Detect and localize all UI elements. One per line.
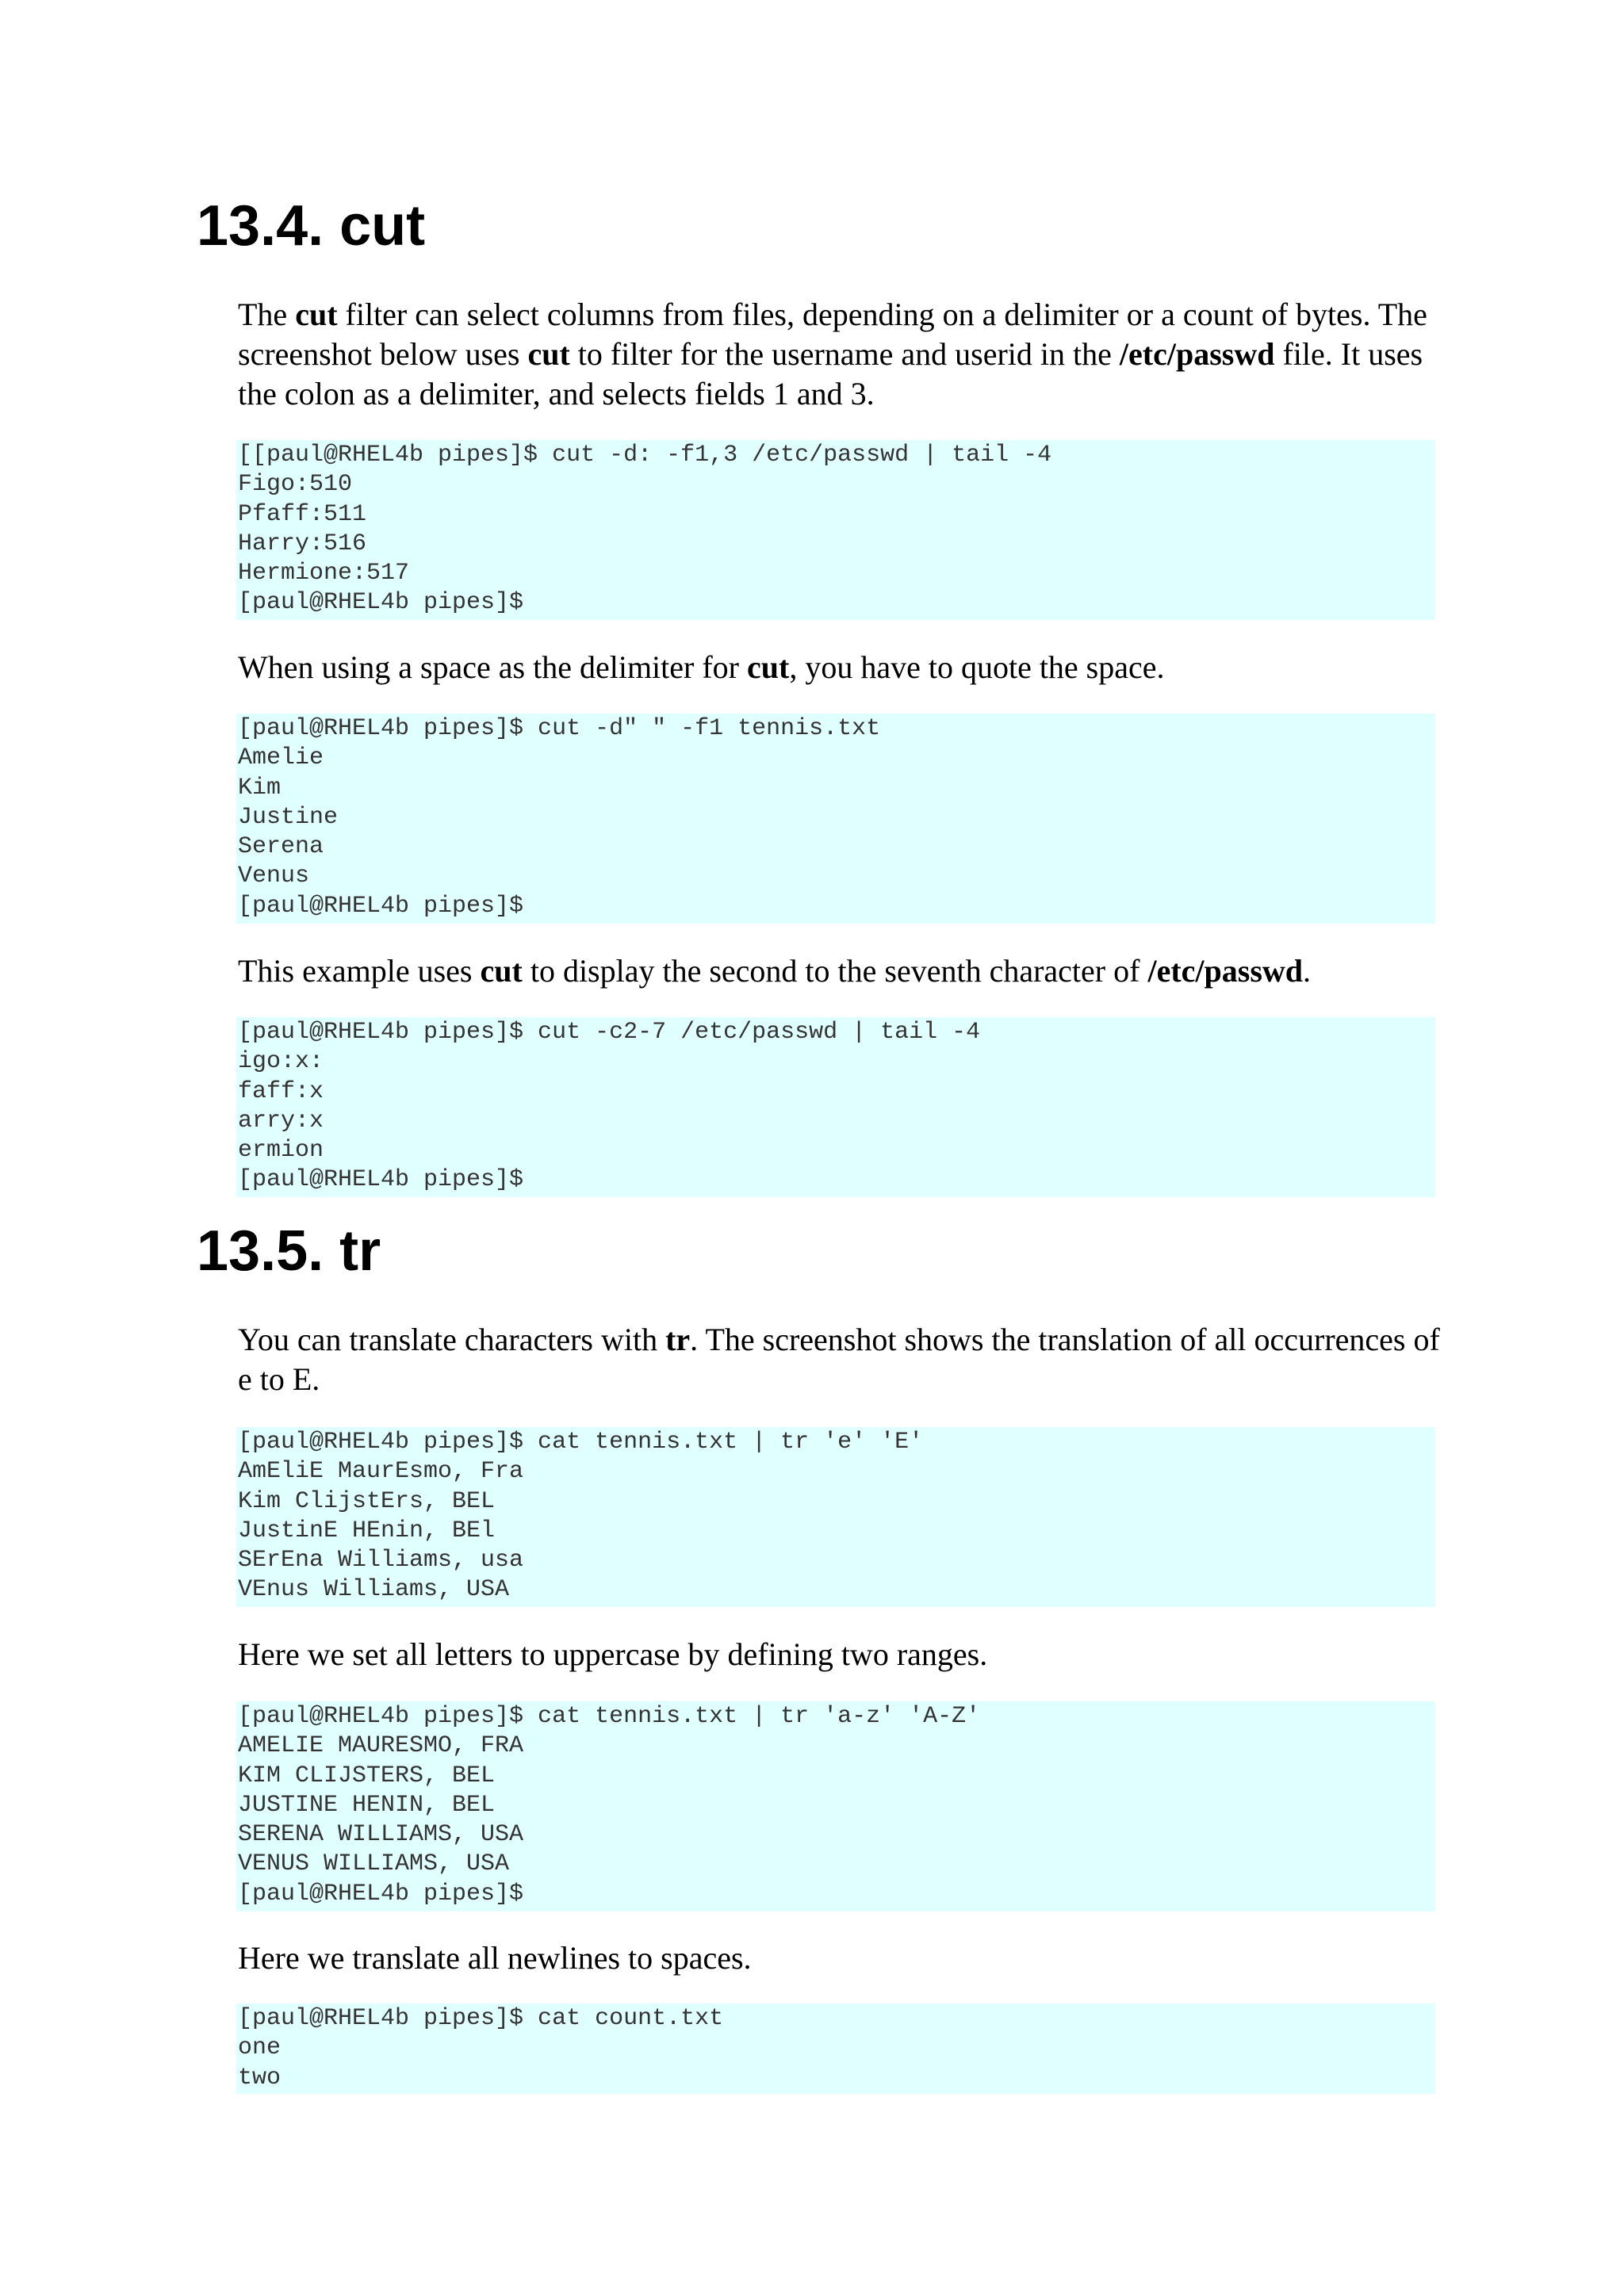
code-line: [paul@RHEL4b pipes]$ cat count.txt bbox=[238, 2005, 724, 2032]
text-run: . bbox=[1303, 953, 1312, 989]
text-run: This example uses bbox=[238, 953, 481, 989]
code-line: Kim bbox=[238, 774, 282, 802]
emphasized-term: tr bbox=[665, 1322, 691, 1357]
text-run: Here we set all letters to uppercase by defining two ranges. bbox=[238, 1636, 988, 1672]
text-run: You can translate characters with bbox=[238, 1322, 666, 1357]
code-block-tr-newlines bbox=[236, 2003, 1435, 2094]
code-line: [paul@RHEL4b pipes]$ cat tennis.txt | tr 'a-z' 'A-Z' bbox=[238, 1703, 981, 1730]
code-line: faff:x bbox=[238, 1077, 324, 1105]
text-run: , you have to quote the space. bbox=[789, 649, 1165, 685]
code-line: Amelie bbox=[238, 744, 324, 772]
cut-characters-paragraph bbox=[238, 951, 1443, 991]
code-line: Hermione:517 bbox=[238, 560, 410, 587]
tr-intro-paragraph bbox=[238, 1320, 1443, 1399]
emphasized-term: /etc/passwd bbox=[1119, 336, 1275, 372]
code-block-tr-upper bbox=[236, 1701, 1435, 1911]
code-line: SERENA WILLIAMS, USA bbox=[238, 1821, 524, 1849]
text-run: When using a space as the delimiter for bbox=[238, 649, 747, 685]
code-line: arry:x bbox=[238, 1107, 324, 1135]
section-heading-tr: 13.5. tr bbox=[197, 1219, 381, 1283]
text-run: file. It uses the colon as a delimiter, and selects fields 1 and 3. bbox=[238, 336, 1423, 411]
code-block-cut-space bbox=[236, 714, 1435, 924]
code-line: [paul@RHEL4b pipes]$ bbox=[238, 892, 524, 920]
code-line: VEnus Williams, USA bbox=[238, 1576, 510, 1604]
cut-intro-paragraph bbox=[238, 295, 1443, 414]
code-block-cut-chars bbox=[236, 1017, 1435, 1197]
code-line: VENUS WILLIAMS, USA bbox=[238, 1850, 510, 1878]
code-line: ermion bbox=[238, 1137, 324, 1165]
code-line: Figo:510 bbox=[238, 471, 353, 499]
code-line: Justine bbox=[238, 803, 339, 831]
code-line: one bbox=[238, 2034, 282, 2062]
text-run: to display the second to the seventh character of bbox=[522, 953, 1148, 989]
code-block-cut-fields bbox=[236, 440, 1435, 620]
section-heading-cut: 13.4. cut bbox=[197, 194, 426, 258]
code-line: Kim ClijstErs, BEL bbox=[238, 1487, 496, 1515]
cut-space-delimiter-paragraph bbox=[238, 648, 1443, 687]
emphasized-term: cut bbox=[295, 297, 338, 332]
code-line: Venus bbox=[238, 863, 310, 890]
code-line: [[paul@RHEL4b pipes]$ cut -d: -f1,3 /etc/passwd | tail -4 bbox=[238, 442, 1052, 469]
code-line: [paul@RHEL4b pipes]$ bbox=[238, 1166, 524, 1194]
code-line: SErEna Williams, usa bbox=[238, 1547, 524, 1575]
text-run: Here we translate all newlines to spaces. bbox=[238, 1940, 752, 1976]
code-line: two bbox=[238, 2064, 282, 2091]
code-line: AMELIE MAURESMO, FRA bbox=[238, 1732, 524, 1760]
code-line: [paul@RHEL4b pipes]$ cut -d" " -f1 tennis.txt bbox=[238, 715, 881, 742]
text-run: to filter for the username and userid in the bbox=[569, 336, 1120, 372]
code-block-tr-e bbox=[236, 1427, 1435, 1607]
code-line: [paul@RHEL4b pipes]$ cut -c2-7 /etc/passwd | tail -4 bbox=[238, 1019, 981, 1046]
text-run: The bbox=[238, 297, 296, 332]
code-line: [paul@RHEL4b pipes]$ bbox=[238, 1880, 524, 1908]
code-line: AmEliE MaurEsmo, Fra bbox=[238, 1458, 524, 1486]
text-run: filter can select columns from files, depending on a delimiter or a count of bytes. The screenshot below uses bbox=[238, 297, 1427, 372]
tr-uppercase-paragraph bbox=[238, 1635, 1443, 1674]
code-line: JUSTINE HENIN, BEL bbox=[238, 1791, 496, 1819]
code-line: KIM CLIJSTERS, BEL bbox=[238, 1762, 496, 1789]
code-line: [paul@RHEL4b pipes]$ cat tennis.txt | tr 'e' 'E' bbox=[238, 1429, 924, 1456]
emphasized-term: cut bbox=[480, 953, 523, 989]
emphasized-term: cut bbox=[527, 336, 570, 372]
code-line: [paul@RHEL4b pipes]$ bbox=[238, 589, 524, 617]
code-line: Pfaff:511 bbox=[238, 500, 367, 528]
text-run: . The screenshot shows the translation of all occurrences of e to E. bbox=[238, 1322, 1440, 1397]
code-line: Serena bbox=[238, 833, 324, 861]
code-line: igo:x: bbox=[238, 1048, 324, 1076]
emphasized-term: cut bbox=[747, 649, 790, 685]
code-line: JustinE HEnin, BEl bbox=[238, 1517, 496, 1544]
tr-newlines-paragraph bbox=[238, 1938, 1443, 1978]
emphasized-term: /etc/passwd bbox=[1147, 953, 1304, 989]
code-line: Harry:516 bbox=[238, 530, 367, 557]
